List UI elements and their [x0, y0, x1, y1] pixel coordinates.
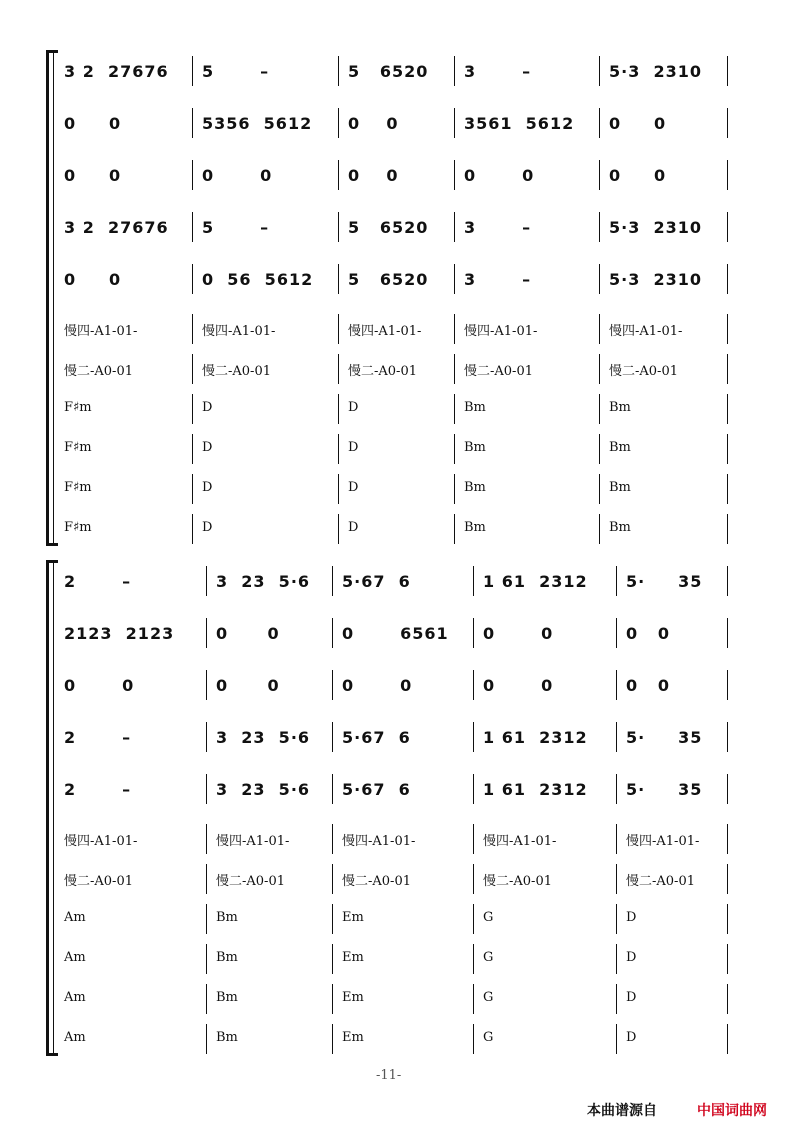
- chord-measure: D: [626, 910, 637, 925]
- label-measure: 慢二-A0-01: [483, 874, 552, 889]
- note-measure: 3 2 27676: [64, 62, 169, 81]
- label-measure: 慢四-A1-01-: [464, 324, 538, 339]
- barline: [727, 618, 728, 648]
- barline: [473, 722, 474, 752]
- note-measure: 5·67 6: [342, 728, 411, 747]
- barline: [616, 944, 617, 974]
- chord-row: [0, 394, 793, 424]
- barline: [454, 264, 455, 294]
- barline: [599, 264, 600, 294]
- chord-row: [0, 1024, 793, 1054]
- barline: [616, 722, 617, 752]
- barline: [616, 566, 617, 596]
- chord-measure: D: [348, 480, 359, 495]
- label-measure: 慢二-A0-01: [202, 364, 271, 379]
- note-row: [0, 108, 793, 138]
- note-measure: 3 –: [464, 270, 532, 289]
- barline: [206, 774, 207, 804]
- barline: [332, 1024, 333, 1054]
- barline: [727, 864, 728, 894]
- note-measure: 0 0: [609, 114, 667, 133]
- barline: [206, 1024, 207, 1054]
- barline: [727, 474, 728, 504]
- barline: [727, 566, 728, 596]
- note-measure: 0 0: [348, 114, 399, 133]
- chord-measure: F♯m: [64, 520, 92, 535]
- chord-measure: G: [483, 1030, 494, 1045]
- barline: [454, 212, 455, 242]
- chord-row: [0, 474, 793, 504]
- note-row: [0, 618, 793, 648]
- label-measure: 慢二-A0-01: [464, 364, 533, 379]
- barline: [454, 394, 455, 424]
- label-measure: 慢二-A0-01: [609, 364, 678, 379]
- label-row: [0, 354, 793, 384]
- note-measure: 5 –: [202, 62, 270, 81]
- note-measure: 0 0: [216, 676, 280, 695]
- note-measure: 3 –: [464, 62, 532, 81]
- chord-measure: Bm: [216, 950, 238, 965]
- barline: [727, 1024, 728, 1054]
- barline: [727, 722, 728, 752]
- note-measure: 1 61 2312: [483, 780, 588, 799]
- chord-measure: D: [202, 480, 213, 495]
- note-measure: 5·3 2310: [609, 62, 703, 81]
- barline: [616, 1024, 617, 1054]
- note-row: [0, 566, 793, 596]
- note-measure: 0 0: [64, 114, 122, 133]
- barline: [599, 314, 600, 344]
- label-measure: 慢四-A1-01-: [202, 324, 276, 339]
- barline: [473, 774, 474, 804]
- barline: [192, 264, 193, 294]
- barline: [727, 984, 728, 1014]
- barline: [727, 212, 728, 242]
- barline: [206, 566, 207, 596]
- barline: [338, 264, 339, 294]
- note-measure: 5 –: [202, 218, 270, 237]
- barline: [338, 108, 339, 138]
- barline: [727, 670, 728, 700]
- chord-measure: Am: [64, 910, 86, 925]
- barline: [338, 474, 339, 504]
- barline: [454, 474, 455, 504]
- chord-measure: D: [202, 520, 213, 535]
- barline: [599, 514, 600, 544]
- barline: [727, 160, 728, 190]
- label-measure: 慢二-A0-01: [348, 364, 417, 379]
- note-row: [0, 56, 793, 86]
- barline: [727, 434, 728, 464]
- note-measure: 5·67 6: [342, 780, 411, 799]
- barline: [616, 618, 617, 648]
- note-measure: 2 –: [64, 780, 132, 799]
- barline: [454, 514, 455, 544]
- chord-measure: D: [202, 400, 213, 415]
- barline: [599, 474, 600, 504]
- barline: [206, 618, 207, 648]
- chord-measure: G: [483, 950, 494, 965]
- chord-measure: D: [348, 400, 359, 415]
- barline: [192, 474, 193, 504]
- note-measure: 5·3 2310: [609, 218, 703, 237]
- barline: [473, 944, 474, 974]
- barline: [599, 160, 600, 190]
- barline: [338, 56, 339, 86]
- barline: [192, 394, 193, 424]
- chord-measure: D: [626, 950, 637, 965]
- barline: [473, 670, 474, 700]
- barline: [616, 904, 617, 934]
- barline: [338, 434, 339, 464]
- barline: [727, 314, 728, 344]
- barline: [473, 824, 474, 854]
- note-measure: 3 2 27676: [64, 218, 169, 237]
- chord-measure: Am: [64, 990, 86, 1005]
- note-measure: 1 61 2312: [483, 728, 588, 747]
- chord-measure: Bm: [464, 480, 486, 495]
- note-measure: 1 61 2312: [483, 572, 588, 591]
- barline: [332, 722, 333, 752]
- barline: [206, 864, 207, 894]
- note-measure: 0 0: [64, 270, 122, 289]
- barline: [192, 514, 193, 544]
- chord-row: [0, 514, 793, 544]
- barline: [727, 944, 728, 974]
- barline: [192, 314, 193, 344]
- barline: [192, 160, 193, 190]
- barline: [454, 56, 455, 86]
- note-measure: 3 23 5·6: [216, 780, 311, 799]
- barline: [192, 434, 193, 464]
- label-row: [0, 824, 793, 854]
- barline: [332, 670, 333, 700]
- note-measure: 0 0: [64, 166, 122, 185]
- barline: [599, 212, 600, 242]
- chord-measure: Bm: [464, 520, 486, 535]
- chord-row: [0, 984, 793, 1014]
- note-measure: 0 0: [483, 624, 554, 643]
- source-label: 本曲谱源自: [587, 1103, 657, 1119]
- barline: [599, 108, 600, 138]
- barline: [332, 904, 333, 934]
- barline: [332, 864, 333, 894]
- chord-measure: D: [348, 520, 359, 535]
- chord-measure: D: [202, 440, 213, 455]
- note-row: [0, 722, 793, 752]
- barline: [192, 212, 193, 242]
- note-measure: 5 6520: [348, 218, 429, 237]
- barline: [727, 354, 728, 384]
- chord-measure: Bm: [216, 990, 238, 1005]
- barline: [473, 1024, 474, 1054]
- barline: [473, 904, 474, 934]
- note-row: [0, 160, 793, 190]
- note-measure: 0 56 5612: [202, 270, 314, 289]
- chord-measure: Bm: [609, 400, 631, 415]
- note-measure: 0 0: [626, 624, 670, 643]
- chord-measure: Bm: [216, 910, 238, 925]
- barline: [473, 984, 474, 1014]
- label-measure: 慢四-A1-01-: [64, 834, 138, 849]
- note-measure: 2 –: [64, 728, 132, 747]
- note-measure: 5· 35: [626, 780, 703, 799]
- label-measure: 慢四-A1-01-: [609, 324, 683, 339]
- note-measure: 0 0: [464, 166, 535, 185]
- note-measure: 3 –: [464, 218, 532, 237]
- barline: [338, 314, 339, 344]
- barline: [332, 774, 333, 804]
- label-measure: 慢四-A1-01-: [483, 834, 557, 849]
- label-measure: 慢四-A1-01-: [348, 324, 422, 339]
- barline: [332, 984, 333, 1014]
- note-measure: 3561 5612: [464, 114, 575, 133]
- label-row: [0, 864, 793, 894]
- barline: [332, 566, 333, 596]
- barline: [599, 394, 600, 424]
- chord-measure: Bm: [464, 440, 486, 455]
- barline: [206, 670, 207, 700]
- chord-measure: Bm: [609, 480, 631, 495]
- label-row: [0, 314, 793, 344]
- barline: [332, 618, 333, 648]
- note-measure: 0 0: [216, 624, 280, 643]
- barline: [727, 394, 728, 424]
- barline: [727, 264, 728, 294]
- note-measure: 5356 5612: [202, 114, 313, 133]
- note-measure: 2 –: [64, 572, 132, 591]
- chord-measure: Em: [342, 950, 364, 965]
- label-measure: 慢二-A0-01: [342, 874, 411, 889]
- label-measure: 慢四-A1-01-: [216, 834, 290, 849]
- chord-measure: Em: [342, 990, 364, 1005]
- chord-measure: Bm: [216, 1030, 238, 1045]
- chord-measure: Em: [342, 1030, 364, 1045]
- barline: [454, 314, 455, 344]
- barline: [473, 864, 474, 894]
- chord-row: [0, 944, 793, 974]
- barline: [338, 514, 339, 544]
- label-measure: 慢四-A1-01-: [626, 834, 700, 849]
- note-measure: 3 23 5·6: [216, 572, 311, 591]
- barline: [473, 618, 474, 648]
- barline: [599, 354, 600, 384]
- barline: [454, 434, 455, 464]
- note-measure: 0 0: [609, 166, 667, 185]
- barline: [727, 514, 728, 544]
- barline: [727, 904, 728, 934]
- label-measure: 慢二-A0-01: [64, 364, 133, 379]
- chord-measure: F♯m: [64, 440, 92, 455]
- barline: [338, 354, 339, 384]
- barline: [338, 160, 339, 190]
- label-measure: 慢二-A0-01: [64, 874, 133, 889]
- barline: [192, 56, 193, 86]
- barline: [206, 944, 207, 974]
- label-measure: 慢四-A1-01-: [342, 834, 416, 849]
- barline: [616, 670, 617, 700]
- chord-measure: Bm: [609, 520, 631, 535]
- barline: [192, 108, 193, 138]
- barline: [192, 354, 193, 384]
- note-row: [0, 264, 793, 294]
- note-measure: 0 6561: [342, 624, 449, 643]
- barline: [332, 944, 333, 974]
- chord-measure: Bm: [464, 400, 486, 415]
- note-measure: 5· 35: [626, 728, 703, 747]
- barline: [454, 108, 455, 138]
- chord-measure: Am: [64, 1030, 86, 1045]
- note-measure: 0 0: [64, 676, 135, 695]
- note-measure: 0 0: [348, 166, 399, 185]
- chord-measure: Bm: [609, 440, 631, 455]
- note-measure: 5 6520: [348, 270, 429, 289]
- chord-measure: D: [348, 440, 359, 455]
- chord-measure: D: [626, 990, 637, 1005]
- label-measure: 慢二-A0-01: [216, 874, 285, 889]
- barline: [454, 160, 455, 190]
- barline: [727, 774, 728, 804]
- source-site-link[interactable]: 中国词曲网: [697, 1103, 767, 1119]
- note-measure: 2123 2123: [64, 624, 175, 643]
- label-measure: 慢四-A1-01-: [64, 324, 138, 339]
- barline: [727, 108, 728, 138]
- barline: [454, 354, 455, 384]
- note-measure: 0 0: [626, 676, 670, 695]
- barline: [616, 864, 617, 894]
- barline: [206, 904, 207, 934]
- page-number: -11-: [376, 1068, 402, 1083]
- note-row: [0, 774, 793, 804]
- barline: [616, 984, 617, 1014]
- barline: [599, 434, 600, 464]
- note-measure: 0 0: [202, 166, 273, 185]
- note-measure: 3 23 5·6: [216, 728, 311, 747]
- note-measure: 5·67 6: [342, 572, 411, 591]
- chord-measure: D: [626, 1030, 637, 1045]
- barline: [338, 212, 339, 242]
- barline: [727, 56, 728, 86]
- note-row: [0, 212, 793, 242]
- barline: [616, 824, 617, 854]
- barline: [332, 824, 333, 854]
- note-measure: 0 0: [342, 676, 413, 695]
- barline: [616, 774, 617, 804]
- chord-measure: G: [483, 990, 494, 1005]
- chord-measure: F♯m: [64, 480, 92, 495]
- note-row: [0, 670, 793, 700]
- label-measure: 慢二-A0-01: [626, 874, 695, 889]
- barline: [473, 566, 474, 596]
- chord-measure: F♯m: [64, 400, 92, 415]
- note-measure: 5·3 2310: [609, 270, 703, 289]
- barline: [206, 824, 207, 854]
- chord-row: [0, 904, 793, 934]
- barline: [599, 56, 600, 86]
- chord-row: [0, 434, 793, 464]
- barline: [206, 722, 207, 752]
- barline: [338, 394, 339, 424]
- note-measure: 5 6520: [348, 62, 429, 81]
- chord-measure: G: [483, 910, 494, 925]
- barline: [727, 824, 728, 854]
- note-measure: 5· 35: [626, 572, 703, 591]
- chord-measure: Am: [64, 950, 86, 965]
- note-measure: 0 0: [483, 676, 554, 695]
- chord-measure: Em: [342, 910, 364, 925]
- barline: [206, 984, 207, 1014]
